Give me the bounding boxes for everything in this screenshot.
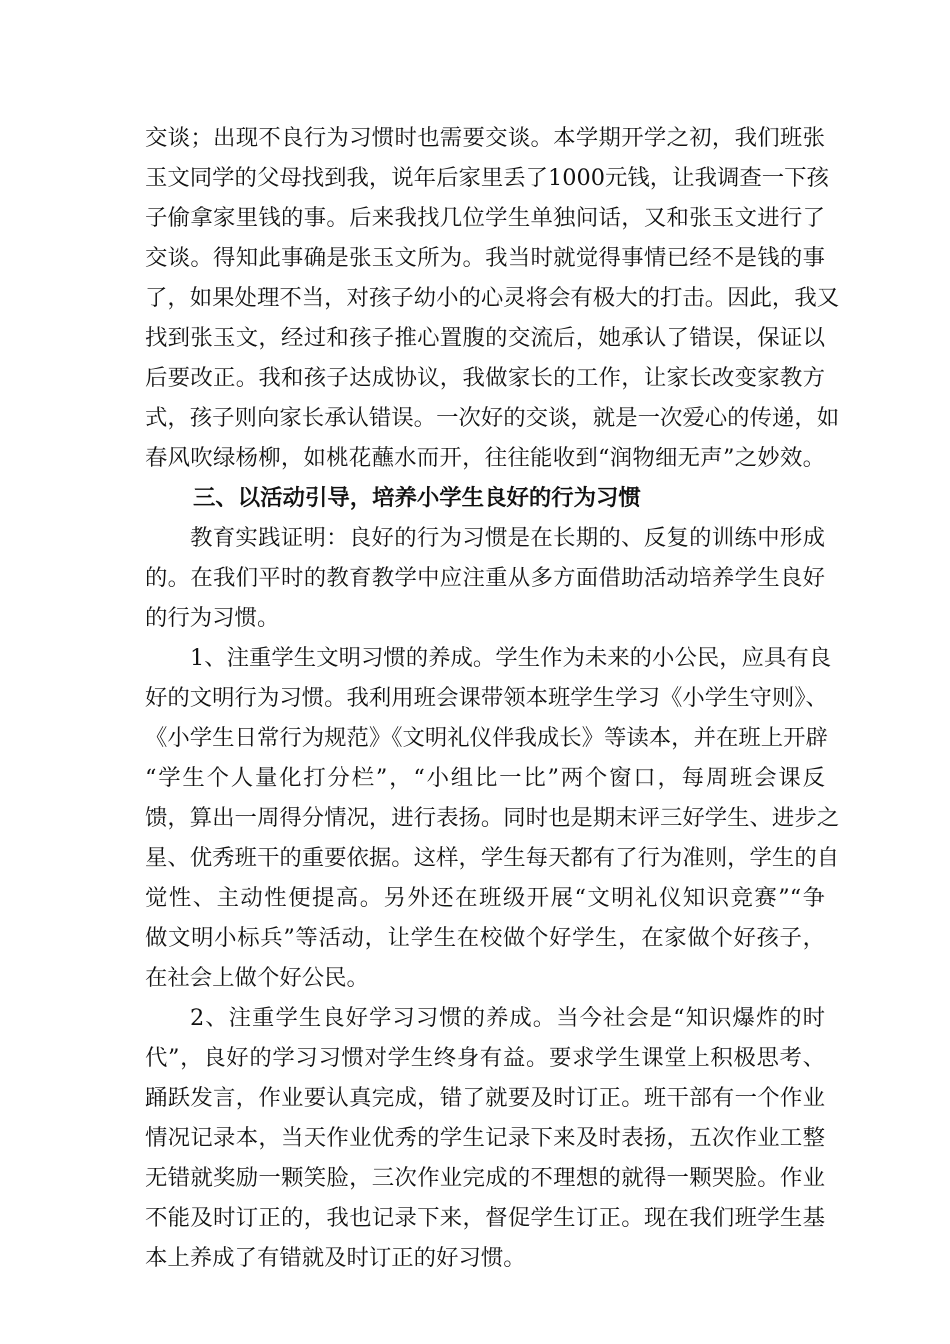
text-line: 代”，良好的学习习惯对学生终身有益。要求学生课堂上积极思考、 [145,1045,825,1071]
section-heading: 三、以活动引导，培养小学生良好的行为习惯 [193,485,641,511]
text-line: 觉性、主动性便提高。另外还在班级开展“文明礼仪知识竞赛”“争 [145,885,825,911]
text-line: 不能及时订正的，我也记录下来，督促学生订正。现在我们班学生基 [145,1205,825,1231]
text-line: 在社会上做个好公民。 [145,965,369,991]
text-line: 后要改正。我和孩子达成协议，我做家长的工作，让家长改变家教方 [145,365,825,391]
text-line: 做文明小标兵”等活动，让学生在校做个好学生，在家做个好孩子， [145,925,825,951]
text-line: 交谈；出现不良行为习惯时也需要交谈。本学期开学之初，我们班张 [145,125,825,151]
text-line: 2、注重学生良好学习习惯的养成。当今社会是“知识爆炸的时 [190,1005,825,1031]
text-line: 情况记录本，当天作业优秀的学生记录下来及时表扬，五次作业工整 [145,1125,825,1151]
text-line: 踊跃发言，作业要认真完成，错了就要及时订正。班干部有一个作业 [145,1085,825,1111]
text-line: 交谈。得知此事确是张玉文所为。我当时就觉得事情已经不是钱的事 [145,245,825,271]
text-line: 的。在我们平时的教育教学中应注重从多方面借助活动培养学生良好 [145,565,825,591]
text-line: 子偷拿家里钱的事。后来我找几位学生单独问话，又和张玉文进行了 [145,205,825,231]
text-line: 星、优秀班干的重要依据。这样，学生每天都有了行为准则，学生的自 [145,845,840,871]
text-line: 1、注重学生文明习惯的养成。学生作为未来的小公民，应具有良 [190,645,832,671]
text-line: 本上养成了有错就及时订正的好习惯。 [145,1245,526,1271]
text-line: “学生个人量化打分栏”，“小组比一比”两个窗口，每周班会课反 [145,765,825,791]
text-line: 教育实践证明：良好的行为习惯是在长期的、反复的训练中形成 [190,525,825,551]
text-line: 《小学生日常行为规范》《文明礼仪伴我成长》等读本，并在班上开辟 [145,725,828,751]
text-line: 式，孩子则向家长承认错误。一次好的交谈，就是一次爱心的传递，如 [145,405,840,431]
text-line: 馈，算出一周得分情况，进行表扬。同时也是期末评三好学生、进步之 [145,805,840,831]
text-line: 玉文同学的父母找到我，说年后家里丢了1000元钱，让我调查一下孩 [145,165,829,191]
text-line: 的行为习惯。 [145,605,280,631]
text-line: 了，如果处理不当，对孩子幼小的心灵将会有极大的打击。因此，我又 [145,285,840,311]
text-line: 春风吹绿杨柳，如桃花蘸水而开，往往能收到“润物细无声”之妙效。 [145,445,825,471]
text-line: 找到张玉文，经过和孩子推心置腹的交流后，她承认了错误，保证以 [145,325,825,351]
text-line: 好的文明行为习惯。我利用班会课带领本班学生学习《小学生守则》、 [145,685,828,711]
text-line: 无错就奖励一颗笑脸，三次作业完成的不理想的就得一颗哭脸。作业 [145,1165,825,1191]
